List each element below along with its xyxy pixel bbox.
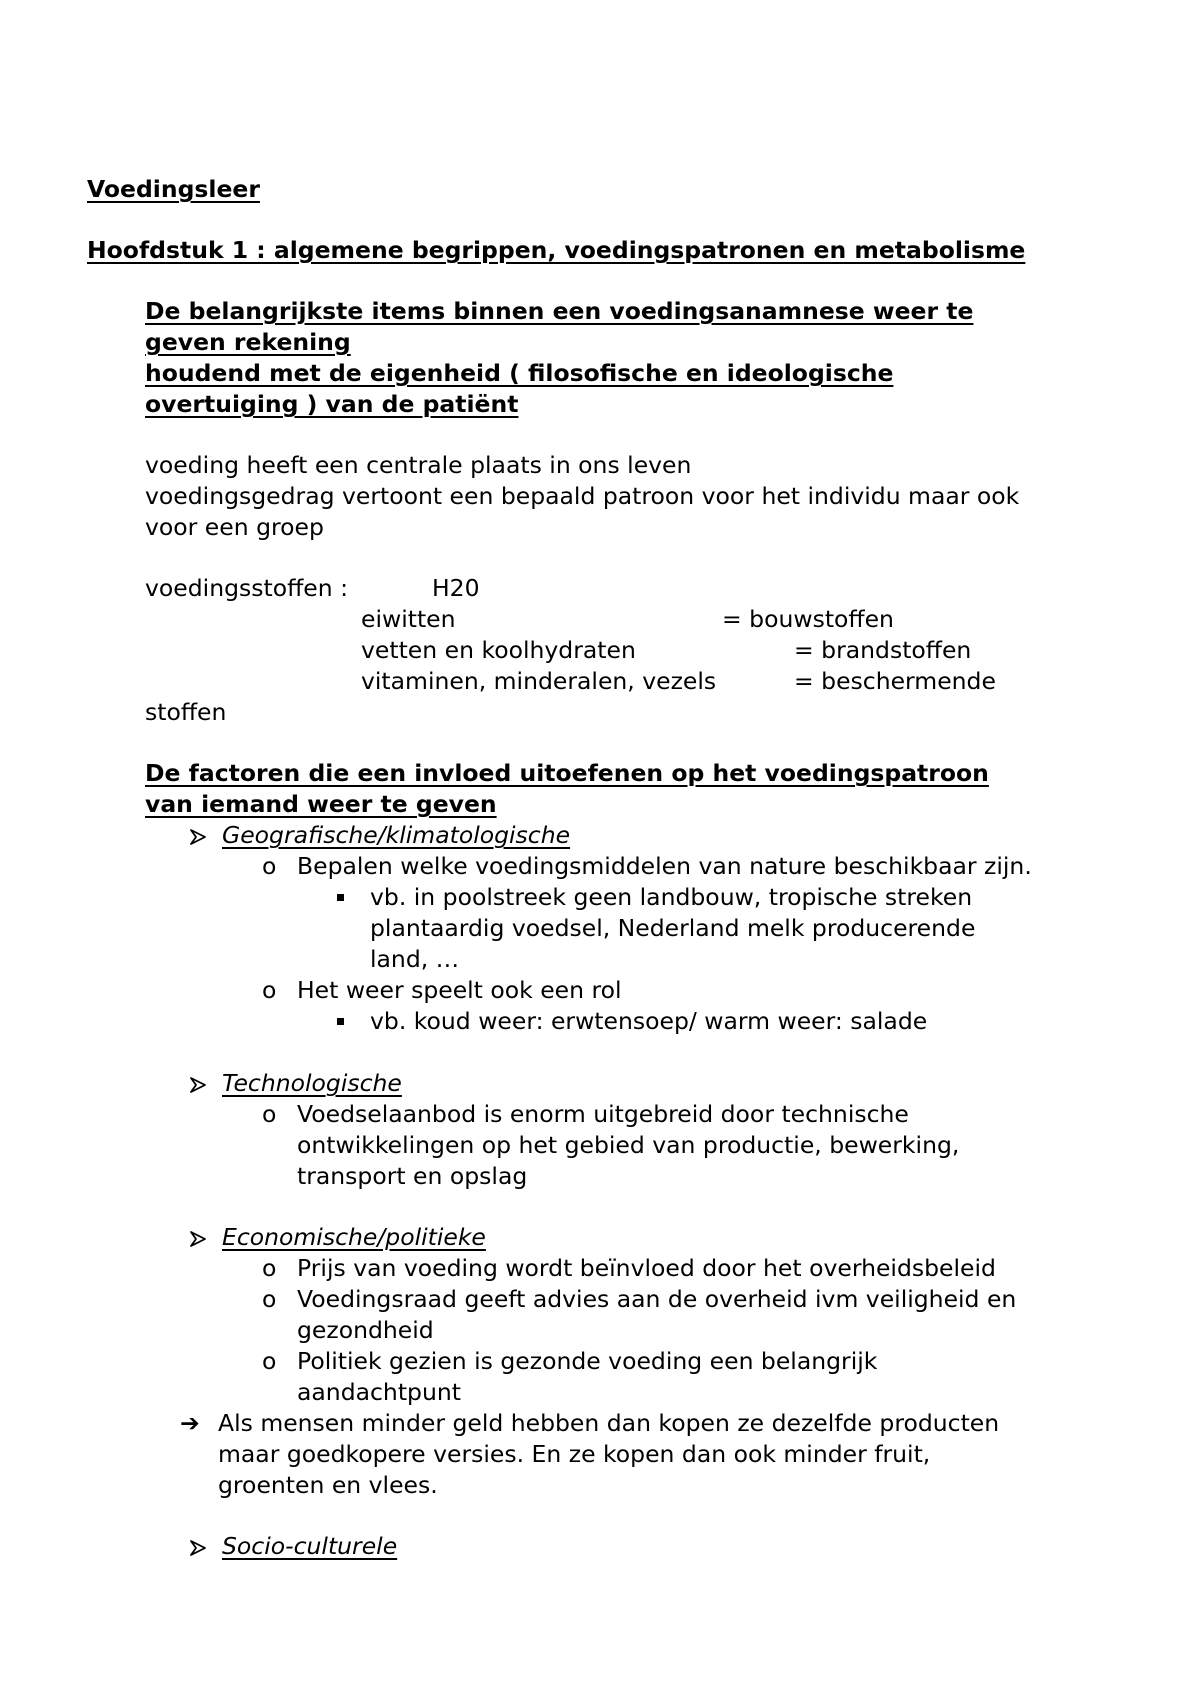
list-item-text: ontwikkelingen op het gebied van productie, bewerking, xyxy=(297,1131,960,1159)
circle-bullet-icon: o xyxy=(262,852,277,880)
list-item-text: Bepalen welke voedingsmiddelen van nature beschikbaar zijn. xyxy=(297,852,1032,880)
chapter-heading: Hoofdstuk 1 : algemene begrippen, voedingspatronen en metabolisme xyxy=(87,236,1026,264)
list-item-text: transport en opslag xyxy=(297,1162,528,1190)
section1-heading-line: geven rekening xyxy=(145,328,351,356)
nutrient-value: = brandstoffen xyxy=(794,636,972,664)
sub-list-item-text: land, … xyxy=(370,945,460,973)
circle-bullet-icon: o xyxy=(262,1100,277,1128)
list-item-text: gezondheid xyxy=(297,1316,434,1344)
arrowhead-bullet-icon xyxy=(188,1229,208,1249)
arrow-note-line: maar goedkopere versies. En ze kopen dan ook minder fruit, xyxy=(218,1440,931,1468)
section1-heading-line: overtuiging ) van de patiënt xyxy=(145,390,519,418)
arrow-right-icon: ➔ xyxy=(180,1409,200,1437)
arrow-note-line: Als mensen minder geld hebben dan kopen ze dezelfde producten xyxy=(218,1409,1000,1437)
section2-heading-line: De factoren die een invloed uitoefenen op het voedingspatroon xyxy=(145,759,989,787)
list-item-text: Voedselaanbod is enorm uitgebreid door technische xyxy=(297,1100,909,1128)
factor-geografisch: Geografische/klimatologische xyxy=(222,821,571,849)
nutrients-label: voedingsstoffen : xyxy=(145,574,349,602)
circle-bullet-icon: o xyxy=(262,1347,277,1375)
list-item-text: Voedingsraad geeft advies aan de overheid ivm veiligheid en xyxy=(297,1285,1017,1313)
factor-socio-cultureel: Socio-culturele xyxy=(222,1532,398,1560)
square-bullet-icon xyxy=(337,894,344,901)
nutrient-item: eiwitten xyxy=(361,605,456,633)
arrow-note-line: groenten en vlees. xyxy=(218,1471,438,1499)
document-title: Voedingsleer xyxy=(87,175,260,203)
nutrient-value-wrap: stoffen xyxy=(145,698,227,726)
factor-economisch: Economische/politieke xyxy=(222,1223,486,1251)
list-item-text: Prijs van voeding wordt beïnvloed door het overheidsbeleid xyxy=(297,1254,996,1282)
arrowhead-bullet-icon xyxy=(188,1075,208,1095)
list-item-text: Het weer speelt ook een rol xyxy=(297,976,622,1004)
nutrient-water: H20 xyxy=(432,574,480,602)
arrowhead-bullet-icon xyxy=(188,1538,208,1558)
square-bullet-icon xyxy=(337,1018,344,1025)
nutrient-value: = bouwstoffen xyxy=(722,605,894,633)
sub-list-item-text: vb. koud weer: erwtensoep/ warm weer: salade xyxy=(370,1007,928,1035)
factor-technologisch: Technologische xyxy=(222,1069,402,1097)
sub-list-item-text: plantaardig voedsel, Nederland melk producerende xyxy=(370,914,976,942)
paragraph-line: voor een groep xyxy=(145,513,324,541)
paragraph-line: voeding heeft een centrale plaats in ons leven xyxy=(145,451,692,479)
list-item-text: aandachtpunt xyxy=(297,1378,461,1406)
nutrient-value: = beschermende xyxy=(794,667,996,695)
arrowhead-bullet-icon xyxy=(188,827,208,847)
nutrient-item: vitaminen, minderalen, vezels xyxy=(361,667,717,695)
paragraph-line: voedingsgedrag vertoont een bepaald patroon voor het individu maar ook xyxy=(145,482,1020,510)
list-item-text: Politiek gezien is gezonde voeding een belangrijk xyxy=(297,1347,878,1375)
section1-heading-line: De belangrijkste items binnen een voedingsanamnese weer te xyxy=(145,297,974,325)
nutrient-item: vetten en koolhydraten xyxy=(361,636,636,664)
section2-heading-line: van iemand weer te geven xyxy=(145,790,497,818)
circle-bullet-icon: o xyxy=(262,1285,277,1313)
circle-bullet-icon: o xyxy=(262,1254,277,1282)
circle-bullet-icon: o xyxy=(262,976,277,1004)
sub-list-item-text: vb. in poolstreek geen landbouw, tropische streken xyxy=(370,883,973,911)
section1-heading-line: houdend met de eigenheid ( filosofische en ideologische xyxy=(145,359,894,387)
